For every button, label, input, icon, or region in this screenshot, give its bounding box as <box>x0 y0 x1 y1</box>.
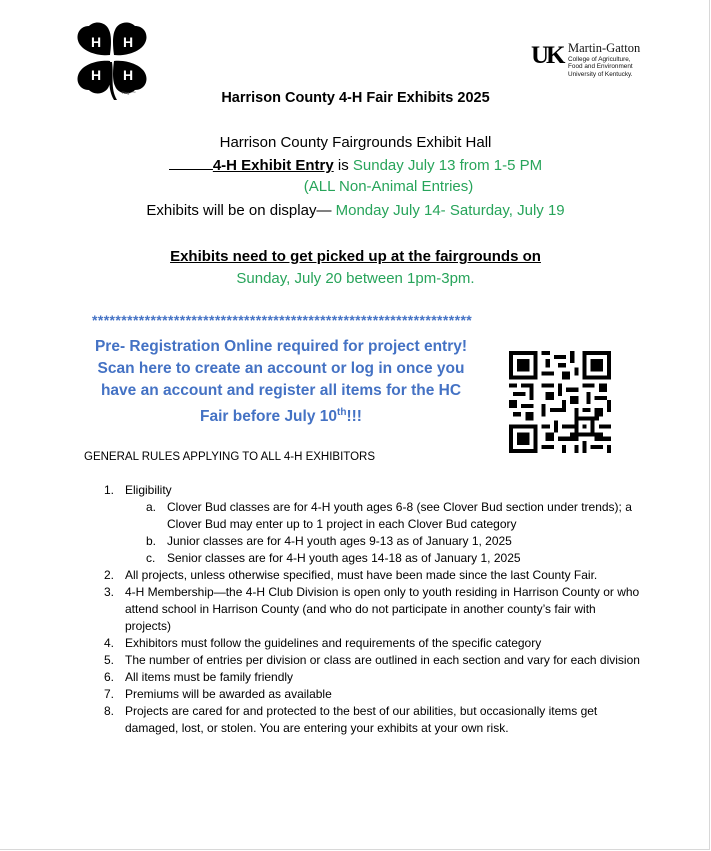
entry-connector: is <box>333 157 353 174</box>
entry-line <box>0 156 711 174</box>
list-subitem: c. Senior classes are for 4-H youth ages 14-18 as of January 1, 2025 <box>146 551 521 565</box>
clover-h-letter: H <box>122 34 134 50</box>
display-label: Exhibits will be on display— <box>146 202 336 219</box>
uk-martin-gatton-logo <box>531 40 661 90</box>
clover-h-letter: H <box>122 67 134 83</box>
list-item: 6. All items must be family friendly <box>104 670 294 684</box>
clover-h-letter: H <box>90 34 102 50</box>
display-dates: Monday July 14- Saturday, July 19 <box>335 202 565 219</box>
preregistration-text: Pre- Registration Online required for project entry! Scan here to create an account or log in once you have an account and register all items for the HC Fair before July 10 <box>94 338 468 426</box>
list-item: 7. Premiums will be awarded as available <box>104 687 332 701</box>
registration-qr-code[interactable] <box>509 351 611 453</box>
list-subitem: a. Clover Bud classes are for 4-H youth ages 6-8 (see Clover Bud section under trends); a Clover Bud may enter up to 1 project in each Clover Bud category <box>146 500 632 531</box>
list-item: 2. All projects, unless otherwise specified, must have been made since the last County Fair. <box>104 568 598 582</box>
rules-list <box>104 482 644 737</box>
uk-college-name: Martin-Gatton <box>568 41 641 55</box>
list-item: 1. Eligibility <box>104 483 172 497</box>
pickup-date: Sunday, July 20 between 1pm-3pm. <box>236 270 475 287</box>
entry-underline-lead <box>169 156 213 170</box>
pickup-heading: Exhibits need to get picked up at the fairgrounds on <box>170 248 541 265</box>
list-subitem: b. Junior classes are for 4-H youth ages 9-13 as of January 1, 2025 <box>146 534 512 548</box>
logo-trademark: Reg. ™ <box>122 90 136 95</box>
exhibit-location: Harrison County Fairgrounds Exhibit Hall <box>219 134 492 151</box>
uk-college-subtitle: College of Agriculture, Food and Environment University of Kentucky. <box>568 56 633 78</box>
display-line <box>0 202 711 219</box>
preregistration-superscript: th <box>337 407 347 418</box>
clover-h-letter: H <box>90 67 102 83</box>
list-item: 8. Projects are cared for and protected to the best of our abilities, but occasionally items get damaged, lost, or stolen. You are entering your exhibits at your own risk. <box>104 704 598 735</box>
preregistration-end: !!! <box>346 408 362 426</box>
list-item: 3. 4-H Membership—the 4-H Club Division is open only to youth residing in Harrison County or who attend school in Harrison County (and who do not participate in another county’s fair with projects) <box>104 585 640 633</box>
four-h-clover-logo <box>70 16 154 100</box>
page-title: Harrison County 4-H Fair Exhibits 2025 <box>221 90 490 106</box>
entry-label: 4-H Exhibit Entry <box>212 157 334 174</box>
list-item: 5. The number of entries per division or class are outlined in each section and vary for each division <box>104 653 640 667</box>
list-item: 4. Exhibitors must follow the guidelines and requirements of the specific category <box>104 636 542 650</box>
preregistration-notice <box>92 336 470 428</box>
entry-date: Sunday July 13 from 1-5 PM <box>352 157 543 174</box>
uk-mark: UK <box>531 42 563 69</box>
rules-heading: GENERAL RULES APPLYING TO ALL 4-H EXHIBITORS <box>84 451 376 463</box>
asterisk-divider: ***************************************************************** <box>92 312 473 328</box>
entry-note: (ALL Non-Animal Entries) <box>303 178 474 195</box>
